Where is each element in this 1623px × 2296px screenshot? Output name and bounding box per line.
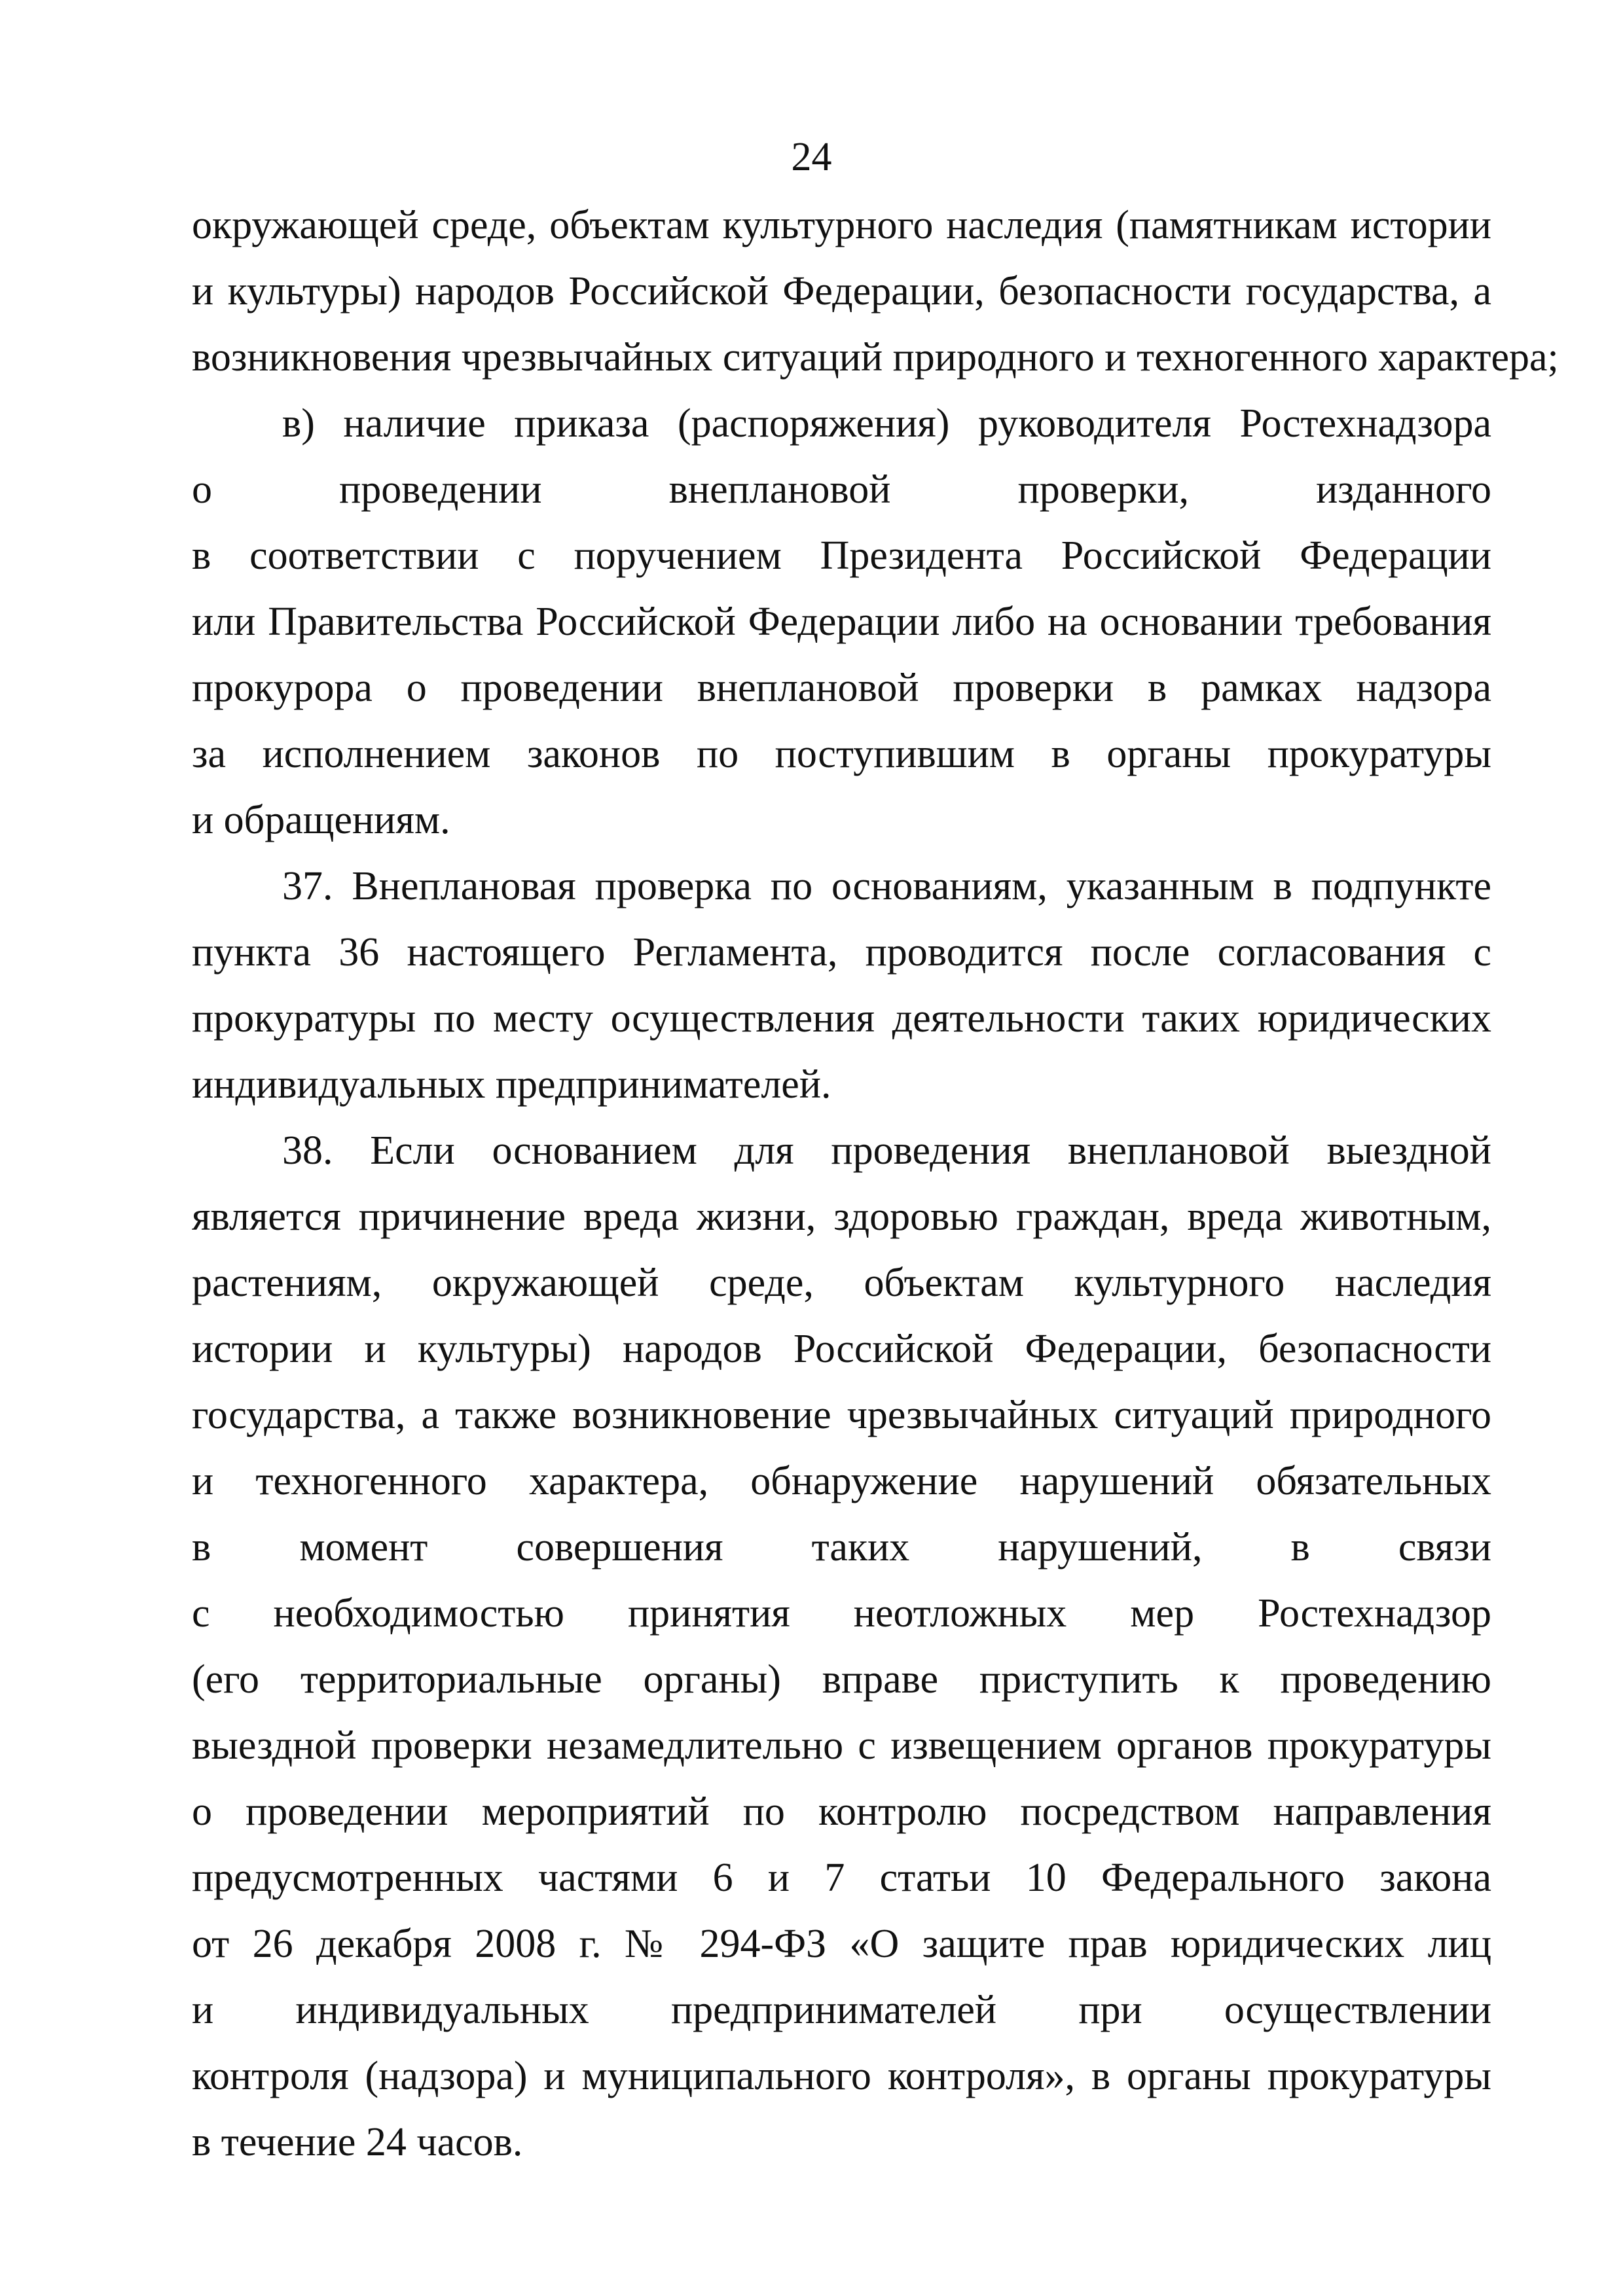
text-line: за исполнением законов по поступившим в органы прокуратуры [192, 732, 1491, 776]
text-line: с необходимостью принятия неотложных мер Ростехнадзор [192, 1591, 1491, 1636]
text-line: выездной проверки незамедлительно с извещением органов прокуратуры [192, 1723, 1491, 1768]
text-line: (его территориальные органы) вправе приступить к проведению [192, 1657, 1491, 1702]
text-line: индивидуальных предпринимателей. [192, 1062, 831, 1107]
text-line: и культуры) народов Российской Федерации, безопасности государства, а [192, 269, 1491, 314]
text-line: и индивидуальных предпринимателей при осуществлении [192, 1988, 1491, 2032]
text-line: или Правительства Российской Федерации либо на основании требования [192, 600, 1491, 644]
text-line: пункта 36 настоящего Регламента, проводится после согласования с [192, 930, 1491, 975]
page-number: 24 [791, 135, 832, 179]
text-line: прокуратуры по месту осуществления деятельности таких юридических [192, 996, 1491, 1041]
text-line: в соответствии с поручением Президента Российской Федерации [192, 533, 1491, 578]
text-line: в момент совершения таких нарушений, в связи [192, 1525, 1491, 1570]
paragraph-subpoint-v [192, 391, 1491, 853]
text-line: истории и культуры) народов Российской Федерации, безопасности [192, 1327, 1491, 1371]
text-line: и обращениям. [192, 798, 450, 842]
text-line: предусмотренных частями 6 и 7 статьи 10 Федерального закона [192, 1856, 1491, 1900]
text-line: 37. Внеплановая проверка по основаниям, указанным в подпункте [282, 864, 1491, 908]
text-line: контроля (надзора) и муниципального контроля», в органы прокуратуры [192, 2054, 1491, 2098]
text-line: и техногенного характера, обнаружение нарушений обязательных [192, 1459, 1491, 1503]
text-line: растениям, окружающей среде, объектам культурного наследия [192, 1261, 1491, 1305]
text-line: прокурора о проведении внеплановой проверки в рамках надзора [192, 666, 1491, 710]
text-line: в течение 24 часов. [192, 2120, 523, 2164]
text-line: о проведении внеплановой проверки, изданного [192, 467, 1491, 512]
text-line: в) наличие приказа (распоряжения) руководителя Ростехнадзора [282, 401, 1491, 446]
text-line: государства, а также возникновение чрезвычайных ситуаций природного [192, 1393, 1491, 1437]
text-line: окружающей среде, объектам культурного наследия (памятникам истории [192, 203, 1491, 247]
text-line: 38. Если основанием для проведения внеплановой выездной [282, 1128, 1491, 1173]
text-line: о проведении мероприятий по контролю посредством направления [192, 1789, 1491, 1834]
paragraph-item-38 [192, 1118, 1491, 2176]
paragraph-item-37 [192, 853, 1491, 1118]
document-body [192, 192, 1559, 2176]
text-line: от 26 декабря 2008 г. № 294-ФЗ «О защите прав юридических лиц [192, 1922, 1491, 1966]
text-line: является причинение вреда жизни, здоровью граждан, вреда животным, [192, 1194, 1491, 1239]
text-line: возникновения чрезвычайных ситуаций природного и техногенного характера; [192, 335, 1559, 380]
paragraph-continuation [192, 192, 1559, 391]
